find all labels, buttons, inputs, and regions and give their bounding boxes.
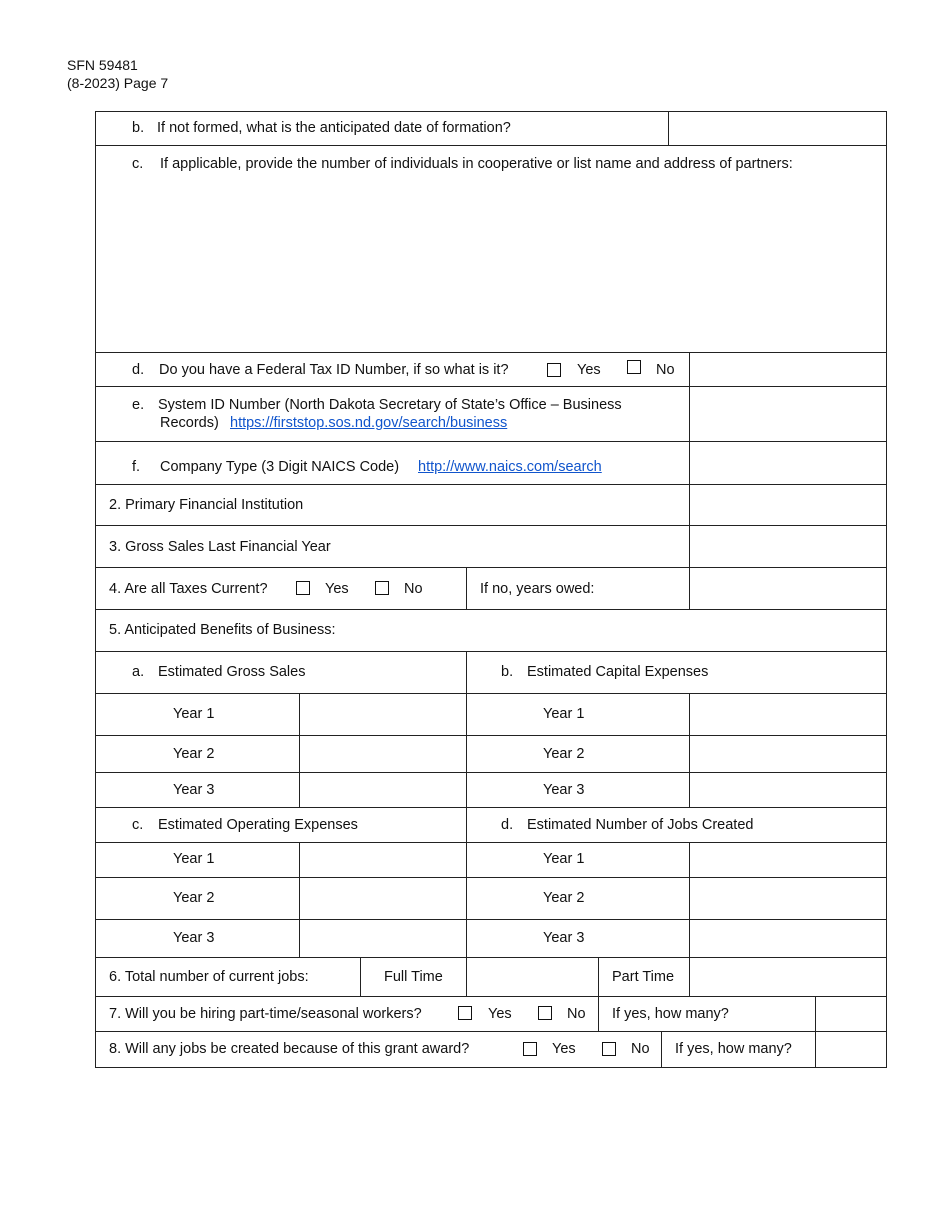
gross-sales-year1-label: Year 1: [173, 706, 215, 722]
jobs-from-grant-no-checkbox[interactable]: [602, 1042, 616, 1056]
row-1c-letter: c.: [132, 156, 144, 172]
capital-expenses-year3-label: Year 3: [543, 782, 585, 798]
operating-expenses-year2-field[interactable]: [299, 877, 467, 920]
full-time-label: Full Time: [384, 969, 443, 985]
capital-expenses-year1-field[interactable]: [689, 693, 887, 736]
part-time-label: Part Time: [612, 969, 675, 985]
primary-financial-institution-field[interactable]: [689, 484, 887, 526]
gross-sales-year2-label-cell: [95, 735, 300, 773]
taxes-current-label: 4. Are all Taxes Current?: [109, 581, 268, 597]
current-jobs-label: 6. Total number of current jobs:: [109, 969, 309, 985]
operating-expenses-year2-label: Year 2: [173, 890, 215, 906]
operating-expenses-year3-label-cell: [95, 919, 300, 958]
sos-business-search-link[interactable]: https://firststop.sos.nd.gov/search/business: [230, 415, 508, 431]
jobs-created-letter: d.: [501, 817, 514, 833]
row-1b-question-cell: [95, 111, 669, 146]
operating-expenses-year1-field[interactable]: [299, 842, 467, 878]
row-1b-label: If not formed, what is the anticipated date of formation?: [157, 120, 511, 136]
gross-sales-year1-field[interactable]: [299, 693, 467, 736]
federal-tax-id-no-checkbox[interactable]: [627, 360, 641, 374]
row-6-question-cell: [95, 957, 361, 997]
jobs-from-grant-no-label: No: [631, 1041, 650, 1057]
operating-expenses-year3-label: Year 3: [173, 930, 215, 946]
taxes-current-no-label: No: [404, 581, 423, 597]
gross-sales-year3-field[interactable]: [299, 772, 467, 808]
operating-expenses-year1-label: Year 1: [173, 851, 215, 867]
gross-sales-last-year-field[interactable]: [689, 525, 887, 568]
gross-sales-letter: a.: [132, 664, 145, 680]
federal-tax-id-yes-label: Yes: [577, 362, 601, 378]
primary-financial-institution-label: 2. Primary Financial Institution: [109, 497, 304, 513]
federal-tax-id-yes-checkbox[interactable]: [547, 363, 561, 377]
jobs-created-heading: Estimated Number of Jobs Created: [527, 817, 754, 833]
operating-expenses-letter: c.: [132, 817, 144, 833]
taxes-current-yes-label: Yes: [325, 581, 349, 597]
row-1e-question-cell: [95, 386, 690, 442]
taxes-current-no-checkbox[interactable]: [375, 581, 389, 595]
capital-expenses-year2-label-cell: [466, 735, 690, 773]
hiring-seasonal-no-label: No: [567, 1006, 586, 1022]
gross-sales-heading-cell: [95, 651, 467, 694]
form-number: SFN 59481: [67, 57, 138, 73]
hiring-how-many-label: If yes, how many?: [612, 1006, 729, 1022]
federal-tax-id-field[interactable]: [689, 352, 887, 387]
capital-expenses-year1-label-cell: [466, 693, 690, 736]
taxes-current-yes-checkbox[interactable]: [296, 581, 310, 595]
jobs-from-grant-yes-label: Yes: [552, 1041, 576, 1057]
row-1f-letter: f.: [132, 459, 141, 475]
full-time-jobs-field[interactable]: [466, 957, 599, 997]
row-1d-letter: d.: [132, 362, 145, 378]
jobs-created-year1-field[interactable]: [689, 842, 887, 878]
gross-sales-heading: Estimated Gross Sales: [158, 664, 306, 680]
operating-expenses-year3-field[interactable]: [299, 919, 467, 958]
years-owed-label-cell: [466, 567, 690, 610]
form-revision-page: (8-2023) Page 7: [67, 75, 169, 91]
row-1f-question-cell: [95, 441, 690, 485]
capital-expenses-letter: b.: [501, 664, 514, 680]
years-owed-field[interactable]: [689, 567, 887, 610]
row-1d-label: Do you have a Federal Tax ID Number, if so what is it?: [159, 362, 509, 378]
row-7-question-cell: [95, 996, 599, 1032]
hiring-how-many-field[interactable]: [815, 996, 887, 1032]
gross-sales-year3-label: Year 3: [173, 782, 215, 798]
capital-expenses-year2-field[interactable]: [689, 735, 887, 773]
row-5-header-cell: [95, 609, 887, 652]
capital-expenses-heading-cell: [466, 651, 887, 694]
gross-sales-last-year-label: 3. Gross Sales Last Financial Year: [109, 539, 331, 555]
system-id-field[interactable]: [689, 386, 887, 442]
row-8-question-cell: [95, 1031, 662, 1068]
capital-expenses-year2-label: Year 2: [543, 746, 585, 762]
gross-sales-year3-label-cell: [95, 772, 300, 808]
jobs-created-year2-field[interactable]: [689, 877, 887, 920]
gross-sales-year1-label-cell: [95, 693, 300, 736]
hiring-seasonal-yes-label: Yes: [488, 1006, 512, 1022]
grant-jobs-how-many-label: If yes, how many?: [675, 1041, 792, 1057]
hiring-seasonal-yes-checkbox[interactable]: [458, 1006, 472, 1020]
part-time-jobs-field[interactable]: [689, 957, 887, 997]
operating-expenses-heading-cell: [95, 807, 467, 843]
row-1e-letter: e.: [132, 397, 145, 413]
row-1d-question-cell: [95, 352, 690, 387]
jobs-created-year1-label-cell: [466, 842, 690, 878]
jobs-created-year1-label: Year 1: [543, 851, 585, 867]
jobs-created-year3-label: Year 3: [543, 930, 585, 946]
gross-sales-year2-field[interactable]: [299, 735, 467, 773]
operating-expenses-year1-label-cell: [95, 842, 300, 878]
partners-list-field[interactable]: [95, 145, 887, 353]
naics-code-field[interactable]: [689, 441, 887, 485]
form-header: [67, 56, 168, 92]
jobs-created-heading-cell: [466, 807, 887, 843]
naics-search-link[interactable]: http://www.naics.com/search: [418, 459, 602, 475]
operating-expenses-heading: Estimated Operating Expenses: [158, 817, 358, 833]
hiring-seasonal-label: 7. Will you be hiring part-time/seasonal workers?: [109, 1006, 422, 1022]
part-time-label-cell: [598, 957, 690, 997]
anticipated-benefits-label: 5. Anticipated Benefits of Business:: [109, 622, 336, 638]
row-1e-label-line1: System ID Number (North Dakota Secretary of State’s Office – Business: [158, 397, 622, 413]
gross-sales-year2-label: Year 2: [173, 746, 215, 762]
federal-tax-id-no-label: No: [656, 362, 675, 378]
row-2-question-cell: [95, 484, 690, 526]
row-1b-letter: b.: [132, 120, 145, 136]
capital-expenses-year3-field[interactable]: [689, 772, 887, 808]
row-1e-label-line2: Records): [160, 415, 219, 431]
row-1f-label: Company Type (3 Digit NAICS Code): [160, 459, 400, 475]
operating-expenses-year2-label-cell: [95, 877, 300, 920]
jobs-created-year2-label: Year 2: [543, 890, 585, 906]
formation-date-field[interactable]: [668, 111, 887, 146]
capital-expenses-year3-label-cell: [466, 772, 690, 808]
grant-jobs-how-many-field[interactable]: [815, 1031, 887, 1068]
jobs-created-year2-label-cell: [466, 877, 690, 920]
full-time-label-cell: [360, 957, 467, 997]
hiring-how-many-label-cell: [598, 996, 816, 1032]
jobs-from-grant-label: 8. Will any jobs be created because of this grant award?: [109, 1041, 470, 1057]
row-4-question-cell: [95, 567, 467, 610]
capital-expenses-heading: Estimated Capital Expenses: [527, 664, 709, 680]
row-3-question-cell: [95, 525, 690, 568]
hiring-seasonal-no-checkbox[interactable]: [538, 1006, 552, 1020]
jobs-created-year3-label-cell: [466, 919, 690, 958]
years-owed-label: If no, years owed:: [480, 581, 595, 597]
jobs-from-grant-yes-checkbox[interactable]: [523, 1042, 537, 1056]
grant-jobs-how-many-label-cell: [661, 1031, 816, 1068]
jobs-created-year3-field[interactable]: [689, 919, 887, 958]
row-1c-label: If applicable, provide the number of individuals in cooperative or list name and address of partners:: [160, 156, 793, 172]
capital-expenses-year1-label: Year 1: [543, 706, 585, 722]
